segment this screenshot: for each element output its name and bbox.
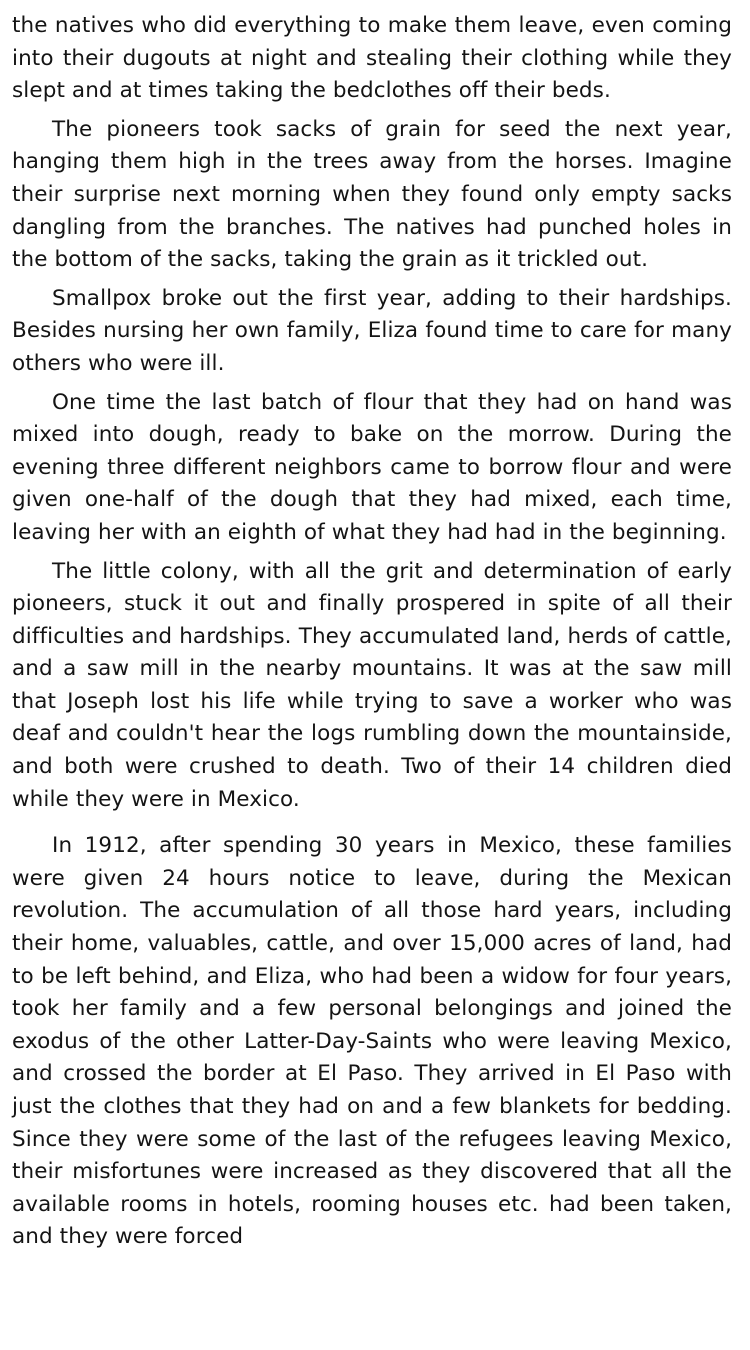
paragraph-smallpox: Smallpox broke out the first year, adding to their hardships. Besides nursing her own family, Eliza found time to care for many others who were ill. — [12, 285, 732, 376]
paragraph-flour: One time the last batch of flour that they had on hand was mixed into dough, ready to bake on the morrow. During the evening three different neighbors came to borrow flour and were given one-half of the dough that they had mixed, each time, leaving her with an eighth of what they had had in the beginning. — [12, 389, 732, 545]
paragraph-1912-exodus: In 1912, after spending 30 years in Mexico, these families were given 24 hours notice to leave, during the Mexican revolution. The accumulation of all those hard years, including their home, valuables, cattle, and over 15,000 acres of land, had to be left behind, and Eliza, who had been a widow for four years, took her family and a few personal belongings and joined the exodus of the other Latter-Day-Saints who were leaving Mexico, and crossed the border at El Paso. They arrived in El Paso with just the clothes that they had on and a few blankets for bedding. Since they were some of the last of the refugees leaving Mexico, their misfortunes were increased as they discovered that all the available rooms in hotels, rooming houses etc. had been taken, and they were forced — [12, 833, 732, 1250]
paragraph-natives: the natives who did everything to make them leave, even coming into their dugouts at night and stealing their clothing while they slept and at times taking the bedclothes off their beds. — [12, 13, 732, 104]
document-page — [12, 10, 732, 1260]
paragraph-grain-sacks: The pioneers took sacks of grain for seed the next year, hanging them high in the trees away from the horses. Imagine their surprise next morning when they found only empty sacks dangling from the branches. The natives had punched holes in the bottom of the sacks, taking the grain as it trickled out. — [12, 116, 732, 273]
paragraph-colony: The little colony, with all the grit and determination of early pioneers, stuck it out and finally prospered in spite of all their difficulties and hardships. They accumulated land, herds of cattle, and a saw mill in the nearby mountains. It was at the saw mill that Joseph lost his life while trying to save a worker who was deaf and couldn't hear the logs rumbling down the mountainside, and both were crushed to death. Two of their 14 children died while they were in Mexico. — [12, 558, 732, 812]
